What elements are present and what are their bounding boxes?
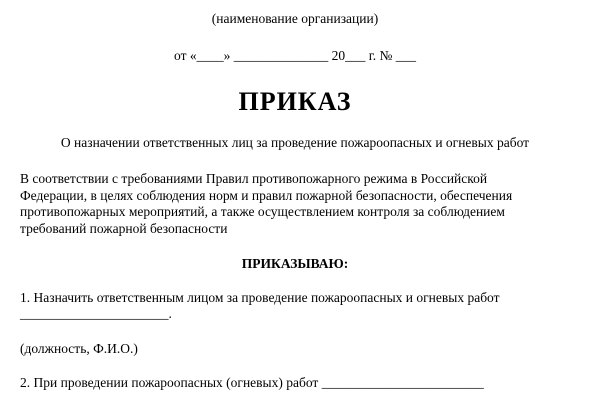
document-title: ПРИКАЗ bbox=[238, 87, 352, 116]
order-item-1-blank-field: ______________________. bbox=[20, 306, 172, 321]
order-heading: ПРИКАЗЫВАЮ: bbox=[241, 256, 349, 271]
position-name-hint: (должность, Ф.И.О.) bbox=[20, 341, 138, 356]
preamble-line: В соответствии с требованиями Правил противопожарного режима в Российской bbox=[20, 171, 488, 186]
order-item-1: 1. Назначить ответственным лицом за проведение пожароопасных и огневых работ bbox=[20, 290, 500, 305]
organization-name-placeholder: (наименование организации) bbox=[211, 11, 379, 26]
preamble-line: противопожарных мероприятий, а также осуществлением контроля за соблюдением bbox=[20, 204, 505, 219]
preamble-line: требований пожарной безопасности bbox=[20, 220, 228, 236]
preamble-line: Федерации, в целях соблюдения норм и правил пожарной безопасности, обеспечения bbox=[20, 187, 513, 203]
preamble-paragraph bbox=[20, 171, 570, 237]
order-item-2: 2. При проведении пожароопасных (огневых) работ ________________________ bbox=[20, 375, 484, 390]
date-number-line: от «____» ______________ 20___ г. № ___ bbox=[174, 48, 416, 63]
document-subject: О назначении ответственных лиц за проведение пожароопасных и огневых работ bbox=[60, 135, 530, 150]
